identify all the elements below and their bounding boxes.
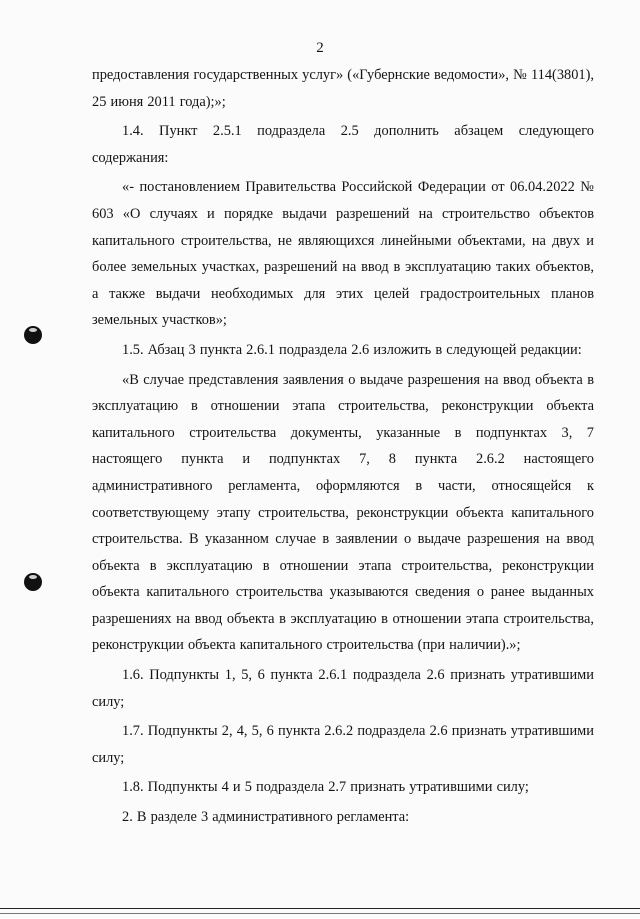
paragraph-item-1-5: 1.5. Абзац 3 пункта 2.6.1 подраздела 2.6 изложить в следующей редакции: [122, 341, 582, 358]
paragraph-item-1-4: 1.4. Пункт 2.5.1 подраздела 2.5 дополнить абзацем следующего содержания: [92, 123, 594, 166]
page-number: 2 [316, 40, 324, 56]
punch-hole-bottom [24, 573, 42, 591]
paragraph-item-1-7: 1.7. Подпункты 2, 4, 5, 6 пункта 2.6.2 подраздела 2.6 признать утратившими силу; [92, 723, 594, 766]
paragraph-quote-new-wording: «В случае представления заявления о выдаче разрешения на ввод объекта в эксплуатацию в отношении этапа строительства, реконструкции объекта капитального строительства документы, указанные в подпунктах 3, 7 настоящего пункта и подпунктах 7, 8 пункта 2.6.2 настоящего административного регламента, оформляются в части, относящейся к соответствующему этапу строительства, реконструкции объекта капитального строительства. В указанном случае в заявлении о выдаче разрешения на ввод объекта в эксплуатацию в отношении этапа строительства, реконструкции объекта капитального строительства указываются сведения о ранее выданных разрешениях на ввод объекта в эксплуатацию в отношении этапа строительства, реконструкции объекта капитального строительства (при наличии).»; [92, 371, 594, 654]
paragraph-quote-decree: «- постановлением Правительства Российской Федерации от 06.04.2022 № 603 «О случаях и порядке выдачи разрешений на строительство объектов капитального строительства, не являющихся линейными объектами, на двух и более земельных участках, разрешений на ввод в эксплуатацию таких объектов, а также выдачи необходимых для этих целей градостроительных планов земельных участков»; [92, 179, 594, 329]
document-body [92, 62, 594, 831]
scan-edge-line [0, 908, 640, 909]
punch-hole-top [24, 326, 42, 344]
scan-edge-line-2 [0, 913, 640, 914]
paragraph-continuation: предоставления государственных услуг» («Губернские ведомости», № 114(3801), 25 июня 2011 года);»; [92, 67, 594, 110]
paragraph-item-1-6: 1.6. Подпункты 1, 5, 6 пункта 2.6.1 подраздела 2.6 признать утратившими силу; [92, 667, 594, 710]
paragraph-item-2: 2. В разделе 3 административного регламента: [122, 809, 410, 826]
paragraph-item-1-8: 1.8. Подпункты 4 и 5 подраздела 2.7 признать утратившими силу; [122, 779, 529, 796]
